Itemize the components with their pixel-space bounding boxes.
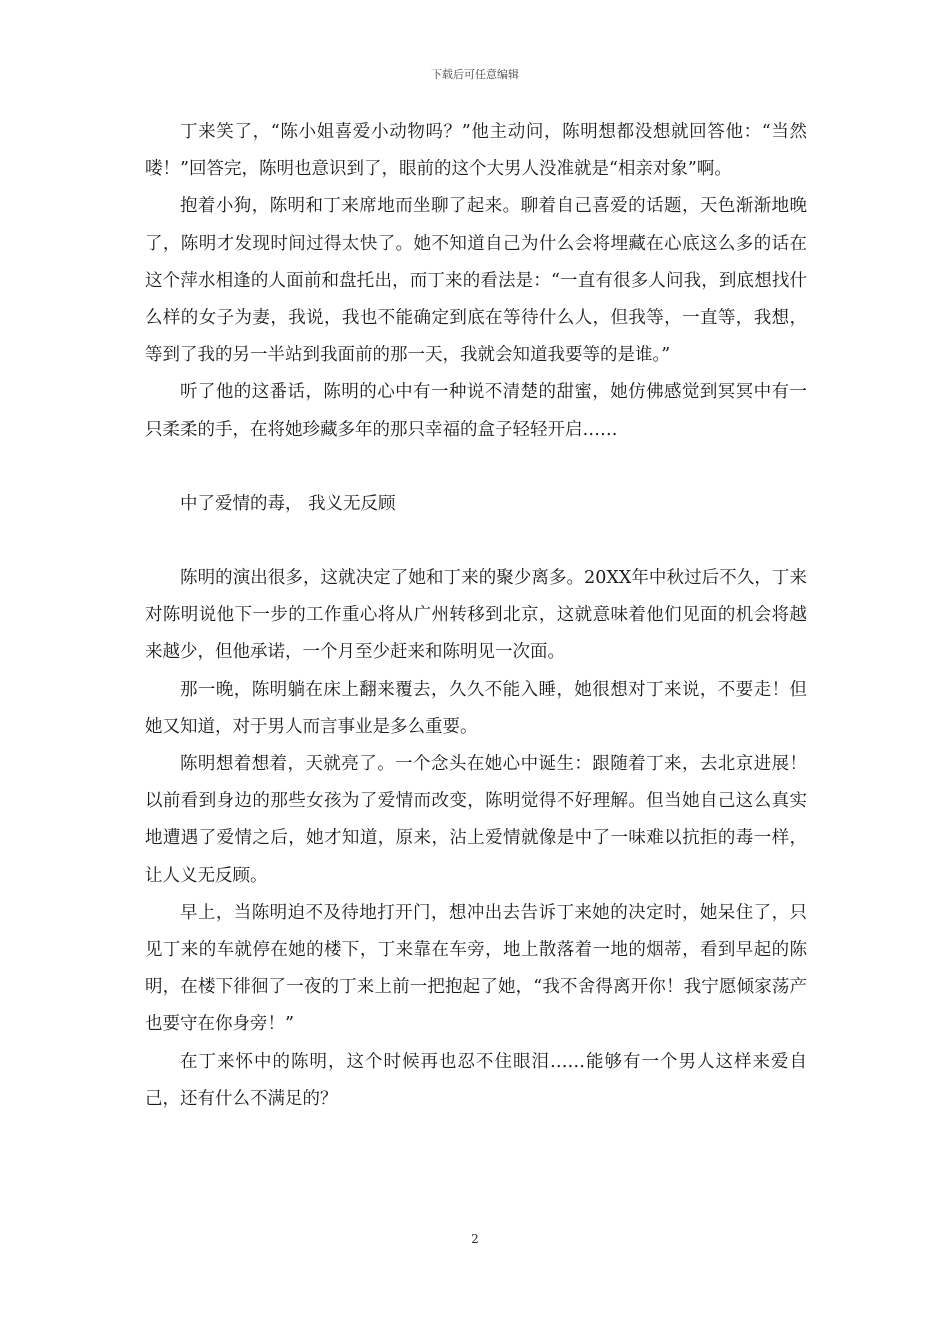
spacer (145, 523, 807, 560)
spacer (145, 449, 807, 486)
paragraph: 早上，当陈明迫不及待地打开门，想冲出去告诉丁来她的决定时，她呆住了，只见丁来的车就停在她的楼下，丁来靠在车旁，地上散落着一地的烟蒂，看到早起的陈明，在楼下徘徊了一夜的丁来上前一把抱起了她，“我不舍得离开你！我宁愿倾家荡产也要守在你身旁！” (145, 902, 807, 1035)
section-heading: 中了爱情的毒， 我义无反顾 (180, 493, 396, 514)
paragraph: 那一晚，陈明躺在床上翻来覆去，久久不能入睡，她很想对丁来说，不要走！但她又知道，对于男人而言事业是多么重要。 (145, 679, 807, 737)
paragraph: 陈明想着想着，天就亮了。一个念头在她心中诞生：跟随着丁来，去北京进展！以前看到身边的那些女孩为了爱情而改变，陈明觉得不好理解。但当她自己这么真实地遭遇了爱情之后，她才知道，原来，沾上爱情就像是中了一味难以抗拒的毒一样，让人义无反顾。 (145, 754, 807, 886)
paragraph: 丁来笑了，“陈小姐喜爱小动物吗？”他主动问，陈明想都没想就回答他：“当然喽！”回答完，陈明也意识到了，眼前的这个大男人没准就是“相亲对象”啊。 (145, 122, 807, 180)
page-header-note: 下载后可任意编辑 (431, 68, 519, 81)
paragraph: 陈明的演出很多，这就决定了她和丁来的聚少离多。20XX年中秋过后不久，丁来对陈明说他下一步的工作重心将从广州转移到北京，这就意味着他们见面的机会将越来越少，但他承诺，一个月至少赶来和陈明见一次面。 (145, 568, 807, 663)
page-number: 2 (471, 1232, 479, 1246)
paragraph: 在丁来怀中的陈明，这个时候再也忍不住眼泪……能够有一个男人这样来爱自己，还有什么不满足的？ (145, 1051, 807, 1109)
document-body (145, 114, 807, 1118)
paragraph: 听了他的这番话，陈明的心中有一种说不清楚的甜蜜，她仿佛感觉到冥冥中有一只柔柔的手，在将她珍藏多年的那只幸福的盒子轻轻开启…… (145, 382, 807, 440)
paragraph: 抱着小狗，陈明和丁来席地而坐聊了起来。聊着自己喜爱的话题，天色渐渐地晚了，陈明才发现时间过得太快了。她不知道自己为什么会将埋藏在心底这么多的话在这个萍水相逢的人面前和盘托出，而丁来的看法是：“一直有很多人问我，到底想找什么样的女子为妻，我说，我也不能确定到底在等待什么人，但我等，一直等，我想，等到了我的另一半站到我面前的那一天，我就会知道我要等的是谁。” (145, 196, 807, 366)
